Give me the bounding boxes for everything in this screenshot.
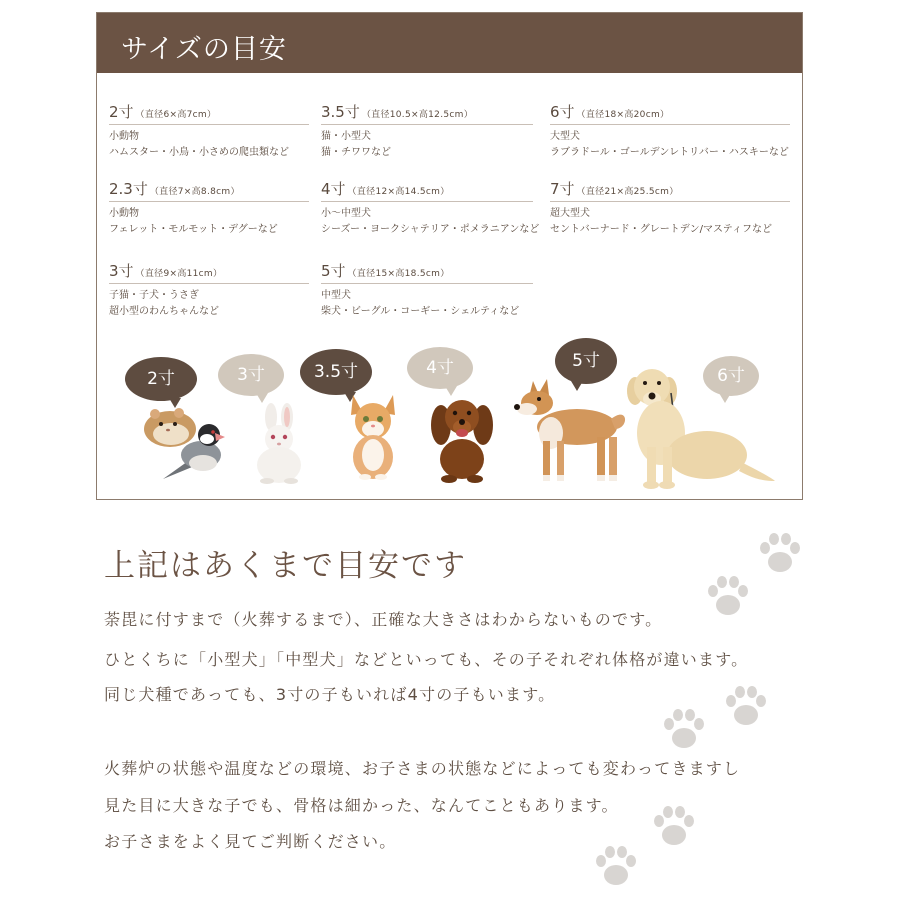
note-line-4: 火葬炉の状態や温度などの環境、お子さまの状態などによっても変わってきますし	[104, 759, 741, 778]
note-line-5: 見た目に大きな子でも、骨格は細かった、なんてこともあります。	[104, 796, 619, 815]
entry-category: 猫・小型犬	[321, 131, 371, 142]
size-bubble-5: 5寸	[555, 338, 617, 384]
entry-examples: 柴犬・ビーグル・コーギー・シェルティなど	[321, 306, 520, 317]
size-entry-2-3	[109, 178, 309, 238]
size-bubble-6: 6寸	[703, 356, 759, 396]
entry-size: 6寸	[550, 103, 575, 121]
retriever-image	[625, 363, 779, 491]
paw-print-icon	[662, 706, 706, 752]
size-entry-5	[321, 260, 533, 320]
panel-header	[97, 13, 802, 73]
note-line-1: 荼毘に付すまで（火葬するまで）、正確な大きさはわからないものです。	[104, 610, 663, 629]
panel-title: サイズの目安	[121, 34, 287, 65]
entry-size: 3.5寸	[321, 103, 360, 121]
entry-category: 中型犬	[321, 290, 351, 301]
entry-heading	[109, 101, 309, 125]
shiba-image	[511, 375, 635, 487]
entry-examples: シーズー・ヨークシャテリア・ポメラニアンなど	[321, 224, 540, 235]
bird-image	[161, 419, 227, 483]
entry-size: 7寸	[550, 180, 575, 198]
size-entry-4	[321, 178, 540, 238]
size-entry-7	[550, 178, 790, 238]
entry-heading	[109, 260, 309, 284]
paw-print-icon	[724, 683, 768, 729]
entry-examples: フェレット・モルモット・デグーなど	[109, 224, 278, 235]
paw-print-icon	[706, 573, 750, 619]
entry-heading	[550, 101, 790, 125]
entry-examples: 超小型のわんちゃんなど	[109, 306, 219, 317]
entry-heading	[550, 178, 790, 202]
size-guide-panel	[96, 12, 803, 500]
entry-examples: ラブラドール・ゴールデンレトリバー・ハスキーなど	[550, 147, 789, 158]
note-line-6: お子さまをよく見てご判断ください。	[104, 832, 397, 851]
paw-print-icon	[758, 530, 802, 576]
size-entry-6	[550, 101, 790, 161]
size-entry-3-5	[321, 101, 533, 161]
size-entry-2	[109, 101, 309, 161]
note-line-3: 同じ犬種であっても、3寸の子もいれば4寸の子もいます。	[104, 685, 556, 704]
entry-examples: 猫・チワワなど	[321, 147, 391, 158]
size-entry-3	[109, 260, 309, 320]
entry-category: 超大型犬	[550, 208, 590, 219]
entry-dims: （直径10.5×高12.5cm）	[361, 110, 473, 120]
entry-size: 3寸	[109, 262, 134, 280]
entry-heading	[321, 260, 533, 284]
entry-examples: ハムスター・小鳥・小さめの爬虫類など	[109, 147, 289, 158]
size-bubble-3: 3寸	[218, 354, 284, 396]
entry-heading	[321, 101, 533, 125]
rabbit-image	[247, 403, 311, 485]
entry-category: 小～中型犬	[321, 208, 371, 219]
entry-size: 2寸	[109, 103, 134, 121]
entry-category: 大型犬	[550, 131, 580, 142]
size-bubble-2: 2寸	[125, 357, 197, 401]
entry-examples: セントバーナード・グレートデン/マスティフなど	[550, 224, 772, 235]
entry-dims: （直径6×高7cm）	[135, 110, 217, 120]
size-bubble-4: 4寸	[407, 347, 473, 389]
entry-dims: （直径21×高25.5cm）	[576, 187, 679, 197]
entry-dims: （直径15×高18.5cm）	[347, 269, 450, 279]
notes-title: 上記はあくまで目安です	[104, 548, 467, 584]
entry-size: 4寸	[321, 180, 346, 198]
entry-category: 小動物	[109, 131, 139, 142]
entry-dims: （直径12×高14.5cm）	[347, 187, 450, 197]
entry-category: 子猫・子犬・うさぎ	[109, 290, 199, 301]
entry-heading	[321, 178, 533, 202]
entry-category: 小動物	[109, 208, 139, 219]
entry-dims: （直径9×高11cm）	[135, 269, 223, 279]
dachshund-image	[427, 391, 497, 483]
entry-dims: （直径18×高20cm）	[576, 110, 670, 120]
paw-print-icon	[594, 843, 638, 889]
entry-size: 2.3寸	[109, 180, 148, 198]
entry-heading	[109, 178, 309, 202]
kitten-image	[341, 389, 405, 481]
paw-print-icon	[652, 803, 696, 849]
entry-size: 5寸	[321, 262, 346, 280]
size-bubble-3-5: 3.5寸	[300, 349, 372, 395]
entry-dims: （直径7×高8.8cm）	[149, 187, 240, 197]
note-line-2: ひとくちに「小型犬」「中型犬」などといっても、その子それぞれ体格が違います。	[104, 650, 749, 669]
